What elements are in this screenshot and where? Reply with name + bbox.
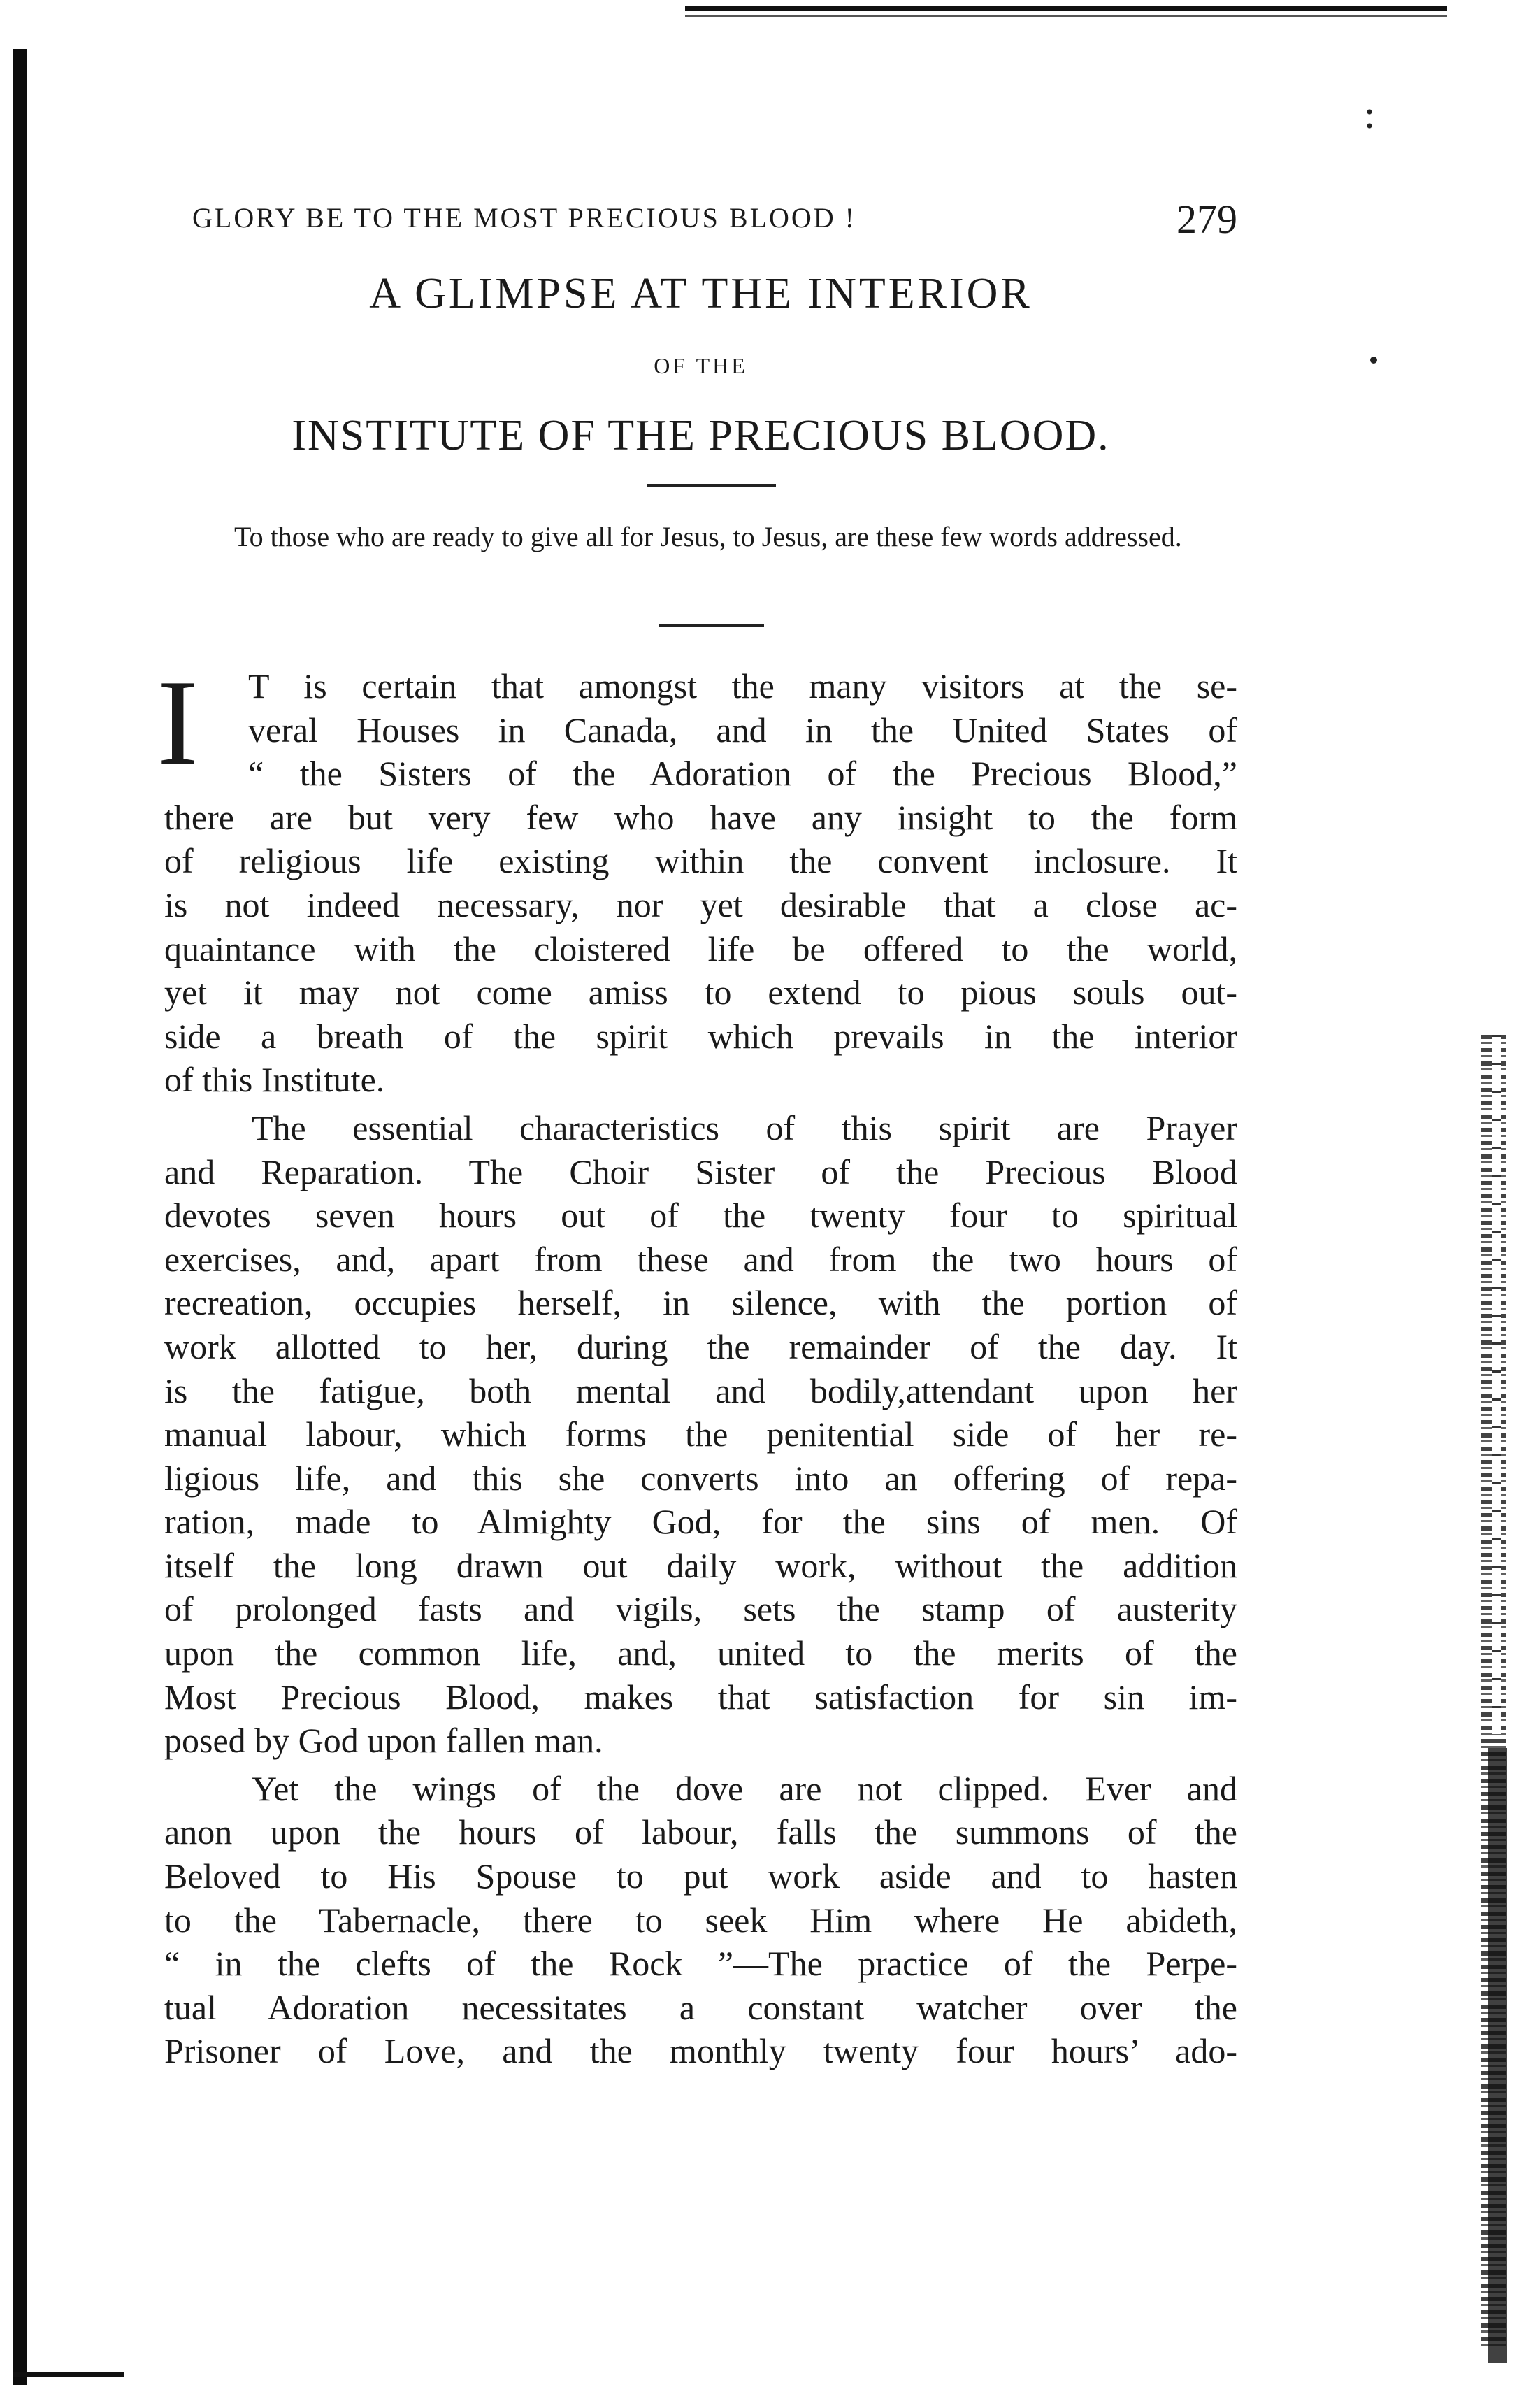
text-line: side a breath of the spirit which prevails in the interior <box>164 1016 1237 1056</box>
dedication: To those who are ready to give all for Jesus, to Jesus, are these few words addressed. <box>234 521 1182 552</box>
text-line: quaintance with the cloistered life be offered to the world, <box>164 929 1237 968</box>
text-line: “ the Sisters of the Adoration of the Precious Blood,” <box>248 754 1237 794</box>
text-line: to the Tabernacle, there to seek Him where He abideth, <box>164 1900 1237 1940</box>
running-head <box>164 196 1237 243</box>
text-line: recreation, occupies herself, in silence, with the portion of <box>164 1283 1237 1323</box>
text-line: upon the common life, and, united to the merits of the <box>164 1633 1237 1673</box>
text-line: Prisoner of Love, and the monthly twenty four hours’ ado- <box>164 2031 1237 2071</box>
text-line: of this Institute. <box>164 1060 385 1100</box>
text-line: exercises, and, apart from these and from the two hours of <box>164 1239 1237 1279</box>
page-number: 279 <box>1176 196 1237 242</box>
title-divider <box>647 484 776 487</box>
text-line: of prolonged fasts and vigils, sets the stamp of austerity <box>164 1589 1237 1629</box>
scan-top-border-thin <box>685 15 1447 17</box>
text-line: and Reparation. The Choir Sister of the Precious Blood <box>164 1152 1237 1191</box>
text-line: is not indeed necessary, nor yet desirable that a close ac- <box>164 884 1237 924</box>
text-line: manual labour, which forms the penitential side of her re- <box>164 1414 1237 1454</box>
text-line: work allotted to her, during the remainder of the day. It <box>164 1326 1237 1366</box>
dedication-divider <box>659 624 764 627</box>
text-line: tual Adoration necessitates a constant watcher over the <box>164 1987 1237 2027</box>
paragraph-3 <box>164 1767 1237 2073</box>
text-line: Most Precious Blood, makes that satisfaction for sin im- <box>164 1677 1237 1717</box>
scan-right-edge-dark <box>1488 1748 1507 2363</box>
text-line: The essential characteristics of this spirit are Prayer <box>252 1108 1237 1147</box>
text-line: ligious life, and this she converts into an offering of repa- <box>164 1458 1237 1498</box>
scan-top-border <box>685 6 1447 11</box>
article-subtitle: INSTITUTE OF THE PRECIOUS BLOOD. <box>292 412 1110 459</box>
text-line: devotes seven hours out of the twenty four to spiritual <box>164 1196 1237 1236</box>
text-line: itself the long drawn out daily work, without the addition <box>164 1545 1237 1585</box>
scan-speck-dots <box>1367 105 1372 133</box>
text-line: is the fatigue, both mental and bodily,attendant upon her <box>164 1370 1237 1410</box>
text-line: anon upon the hours of labour, falls the summons of the <box>164 1812 1237 1852</box>
text-line: posed by God upon fallen man. <box>164 1721 603 1761</box>
text-line: Yet the wings of the dove are not clipped. Ever and <box>252 1768 1237 1808</box>
article-title-connector: OF THE <box>654 353 748 378</box>
text-line: yet it may not come amiss to extend to pious souls out- <box>164 973 1237 1012</box>
paragraph-2 <box>164 1106 1237 1763</box>
text-line: “ in the clefts of the Rock ”—The practice of the Perpe- <box>164 1944 1237 1984</box>
text-line: Beloved to His Spouse to put work aside and to hasten <box>164 1856 1237 1896</box>
text-line: veral Houses in Canada, and in the United States of <box>248 710 1237 750</box>
scan-right-marks <box>1492 1035 1501 1734</box>
scan-left-edge <box>13 49 27 2385</box>
article-body <box>157 654 1237 2073</box>
scan-bottom-edge <box>13 2372 124 2377</box>
text-line: there are but very few who have any insight to the form <box>164 797 1237 837</box>
drop-cap: I <box>157 654 199 790</box>
text-line: ration, made to Almighty God, for the sins of men. Of <box>164 1502 1237 1542</box>
running-head-title: GLORY BE TO THE MOST PRECIOUS BLOOD ! <box>192 202 856 234</box>
text-line: T is certain that amongst the many visitors at the se- <box>248 666 1237 706</box>
paragraph-1 <box>157 654 1237 1102</box>
text-line: of religious life existing within the convent inclosure. It <box>164 841 1237 881</box>
article-title: A GLIMPSE AT THE INTERIOR <box>369 270 1032 317</box>
scan-speck-bullet <box>1370 357 1377 364</box>
